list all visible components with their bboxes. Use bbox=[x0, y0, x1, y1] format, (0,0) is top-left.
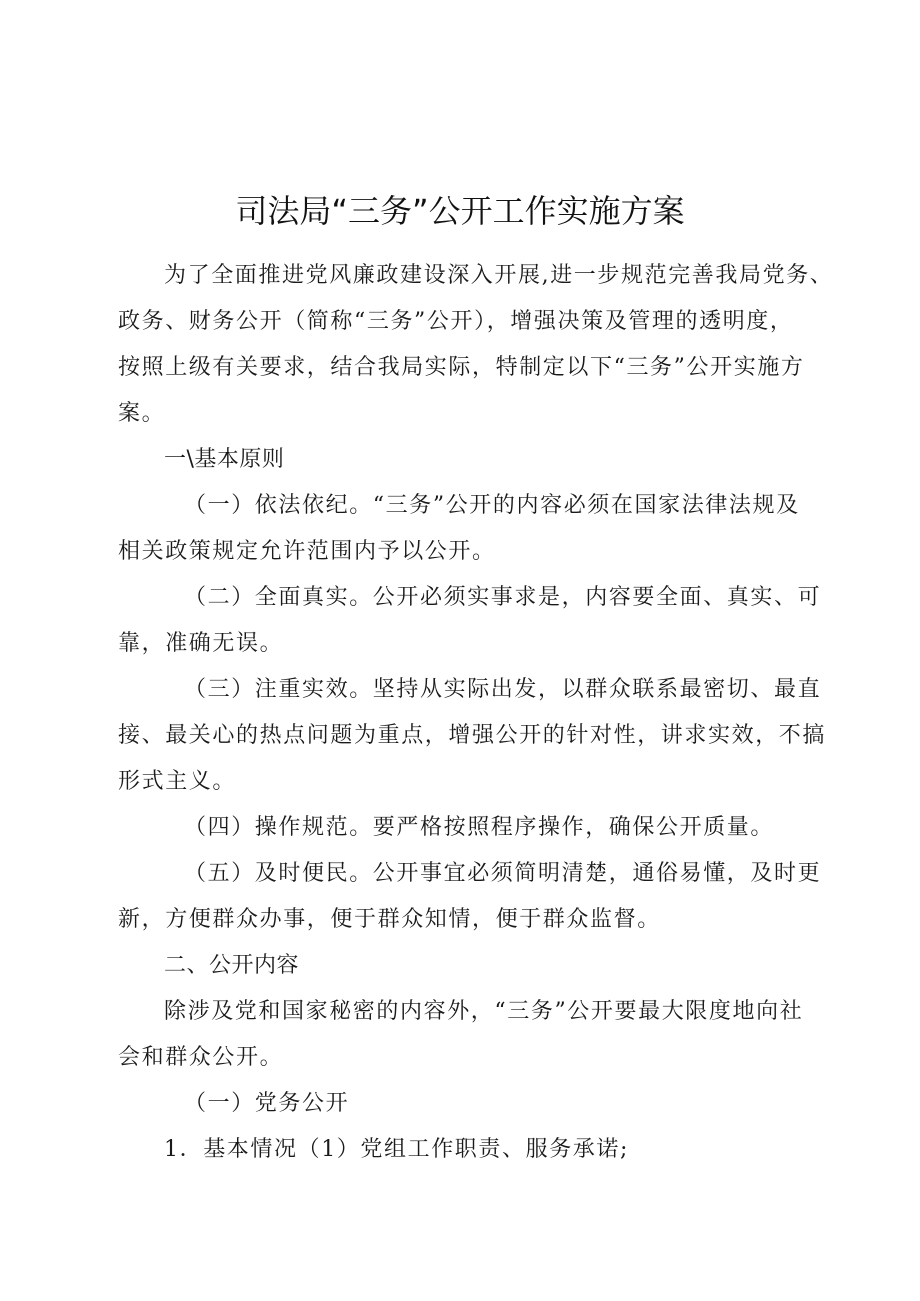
paragraph-line: 为了全面推进党风廉政建设深入开展,进一步规范完善我局党务、 bbox=[164, 263, 834, 288]
paragraph-line: （二）全面真实。公开必须实事求是，内容要全面、真实、可 bbox=[184, 585, 822, 610]
paragraph-line: 接、最关心的热点问题为重点，增强公开的针对性，讲求实效，不搞 bbox=[118, 723, 827, 748]
paragraph-line: 1．基本情况（1）党组工作职责、服务承诺; bbox=[164, 1137, 630, 1162]
subsection-heading-party-affairs: （一）党务公开 bbox=[184, 1091, 350, 1116]
paragraph-line: 案。 bbox=[118, 401, 166, 426]
paragraph-line: （一）依法依纪。“三务”公开的内容必须在国家法律法规及 bbox=[184, 493, 800, 518]
paragraph-line: （四）操作规范。要严格按照程序操作，确保公开质量。 bbox=[184, 815, 775, 840]
paragraph-line: （三）注重实效。坚持从实际出发，以群众联系最密切、最直 bbox=[184, 677, 822, 702]
paragraph-line: （五）及时便民。公开事宜必须简明清楚，通俗易懂，及时更 bbox=[184, 861, 822, 886]
paragraph-line: 相关政策规定允许范围内予以公开。 bbox=[118, 539, 496, 564]
section-heading-content: 二、公开内容 bbox=[164, 953, 300, 978]
paragraph-line: 新，方便群众办事，便于群众知情，便于群众监督。 bbox=[118, 907, 661, 932]
document-title: 司法局“三务”公开工作实施方案 bbox=[235, 192, 685, 230]
paragraph-line: 会和群众公开。 bbox=[118, 1045, 284, 1070]
paragraph-line: 政务、财务公开（简称“三务”公开），增强决策及管理的透明度， bbox=[118, 309, 794, 334]
document-body bbox=[118, 253, 834, 1173]
paragraph-line: 形式主义。 bbox=[118, 769, 237, 794]
section-heading-principles: 一\基本原则 bbox=[164, 447, 285, 472]
paragraph-line: 按照上级有关要求，结合我局实际，特制定以下“三务”公开实施方 bbox=[118, 355, 805, 380]
paragraph-line: 靠，准确无误。 bbox=[118, 631, 284, 656]
paragraph-line: 除涉及党和国家秘密的内容外，“三务”公开要最大限度地向社 bbox=[164, 999, 804, 1024]
